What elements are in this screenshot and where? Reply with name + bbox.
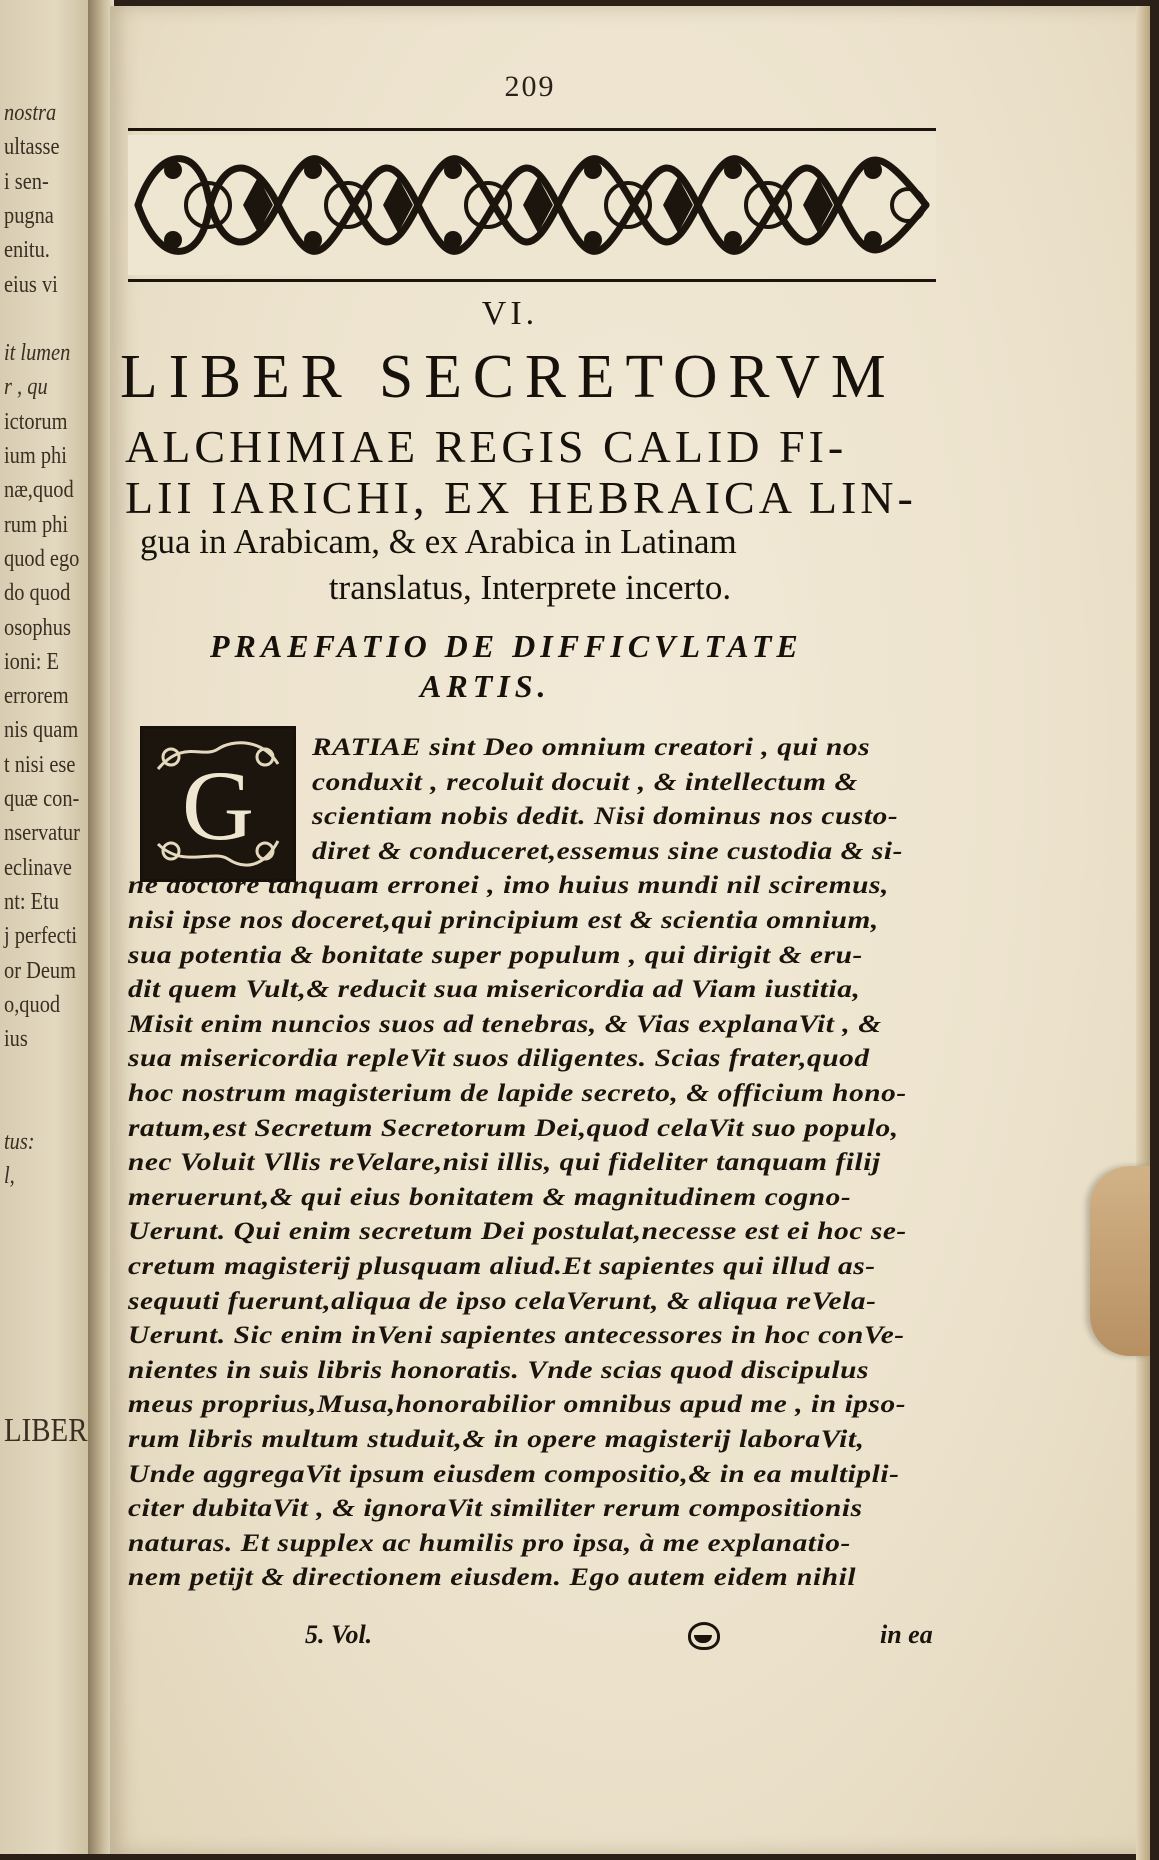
facing-page-text: quod ego	[4, 545, 80, 572]
body-line: meus proprius,Musa,honorabilior omnibus apud me , in ipso-	[128, 1389, 907, 1419]
body-line: naturas. Et supplex ac humilis pro ipsa, à me explanatio-	[128, 1527, 851, 1557]
body-line: RATIAE sint Deo omnium creatori , qui nos	[312, 732, 871, 761]
page-edge	[1136, 6, 1150, 1860]
facing-page-text: LIBER	[4, 1412, 88, 1449]
facing-page-text: nservatur	[4, 820, 80, 847]
body-line: sua misericordia repleVit suos diligentes. Scias frater,quod	[128, 1043, 870, 1073]
facing-page-text: errorem	[4, 683, 69, 710]
body-line: ratum,est Secretum Secretorum Dei,quod celaVit suo populo,	[128, 1112, 899, 1142]
facing-page-text: i sen-	[4, 168, 49, 195]
body-line: Misit enim nuncios suos ad tenebras, & Vias explanaVit , &	[128, 1008, 882, 1038]
facing-page-text: nt: Etu	[4, 888, 59, 915]
facing-page-text: ium phi	[4, 443, 67, 469]
catchword: in ea	[880, 1620, 933, 1649]
initial-letter-icon	[143, 729, 293, 879]
facing-page-text: quæ con-	[4, 786, 80, 812]
body-line: nisi ipse nos doceret,qui principium est & scientia omnium,	[128, 905, 879, 934]
title-subline: gua in Arabicam, & ex Arabica in Latinam	[140, 522, 737, 561]
decorated-initial	[140, 726, 296, 882]
body-line: Uerunt. Qui enim secretum Dei postulat,necesse est ei hoc se-	[128, 1216, 907, 1246]
page-title: LIBER SECRETORVM	[120, 343, 897, 411]
svg-text:G: G	[181, 750, 255, 861]
ornamental-headpiece	[128, 128, 936, 282]
facing-page-text: it lumen	[4, 340, 71, 367]
facing-page-text: ioni: E	[4, 648, 59, 675]
body-line: sequuti fuerunt,aliqua de ipso celaVerunt, & aliqua reVela-	[128, 1285, 877, 1315]
body-line: nientes in suis libris honoratis. Vnde scias quod discipulus	[128, 1354, 869, 1384]
body-line: Unde aggregaVit ipsum eiusdem compositio,& in ea multipli-	[128, 1458, 900, 1488]
facing-page-text: r , qu	[4, 374, 48, 401]
facing-page-text: eclinave	[4, 854, 72, 881]
facing-page-text: nis quam	[4, 717, 79, 744]
page-number: 209	[504, 70, 556, 103]
facing-page-text: osophus	[4, 614, 71, 641]
facing-page-text: ictorum	[4, 408, 68, 435]
facing-page-text: l,	[4, 1163, 15, 1190]
body-line: meruerunt,& qui eius bonitatem & magnitudinem cogno-	[128, 1181, 852, 1211]
facing-page-text: eius vi	[4, 271, 58, 298]
facing-page-text: or Deum	[4, 957, 76, 984]
signature-mark: 5. Vol.	[305, 1620, 373, 1649]
body-line: sua potentia & bonitate super populum , qui dirigit & eru-	[128, 939, 863, 969]
facing-page-fragment	[0, 0, 92, 1854]
body-line: conduxit , recoluit docuit , & intellectum &	[312, 766, 858, 796]
title-subline: translatus, Interprete incerto.	[328, 568, 732, 607]
body-line: nec Voluit Vllis reVelare,nisi illis, qui fideliter tanquam filij	[128, 1147, 881, 1177]
facing-page-text: pugna	[4, 202, 54, 229]
headpiece-ornament-icon	[128, 135, 936, 275]
body-line: nem petijt & directionem eiusdem. Ego autem eidem nihil	[128, 1562, 857, 1592]
preface-heading: PRAEFATIO DE DIFFICVLTATE	[210, 628, 803, 664]
facing-page-text: ultasse	[4, 134, 60, 161]
title-line: LII IARICHI, EX HEBRAICA LIN-	[125, 472, 917, 523]
body-line: dit quem Vult,& reducit sua misericordia ad Viam iustitia,	[128, 974, 861, 1004]
preface-heading-cont: ARTIS.	[420, 668, 551, 704]
printer-mark-icon	[688, 1622, 720, 1650]
facing-page-text: nostra	[4, 100, 57, 126]
facing-page-text: ius	[4, 1026, 28, 1053]
body-line: Uerunt. Sic enim inVeni sapientes antecessores in hoc conVe-	[128, 1320, 905, 1350]
book-number: VI.	[481, 295, 539, 332]
body-line: rum libris multum studuit,& in opere magisterij laboraVit,	[128, 1424, 865, 1453]
facing-page-text: rum phi	[4, 511, 69, 538]
body-line: diret & conduceret,essemus sine custodia & si-	[312, 835, 903, 865]
page-tab	[1090, 1166, 1150, 1356]
facing-page-text: tus:	[4, 1129, 35, 1155]
body-line: hoc nostrum magisterium de lapide secreto, & officium hono-	[128, 1078, 907, 1107]
facing-page-text: t nisi ese	[4, 751, 76, 778]
facing-page-text: næ,quod	[4, 477, 74, 504]
facing-page-text: o,quod	[4, 991, 61, 1018]
title-line: ALCHIMIAE REGIS CALID FI-	[125, 421, 848, 472]
body-line: scientiam nobis dedit. Nisi dominus nos custo-	[312, 801, 899, 831]
facing-page-text: enitu.	[4, 237, 50, 264]
body-line: citer dubitaVit , & ignoraVit similiter rerum compositionis	[128, 1493, 863, 1523]
body-line: ne doctore tanquam erronei , imo huius mundi nil sciremus,	[128, 870, 889, 900]
facing-page-text: j perfecti	[4, 923, 78, 950]
body-line: cretum magisterij plusquam aliud.Et sapientes qui illud as-	[128, 1251, 876, 1280]
facing-page-text: do quod	[4, 580, 71, 607]
